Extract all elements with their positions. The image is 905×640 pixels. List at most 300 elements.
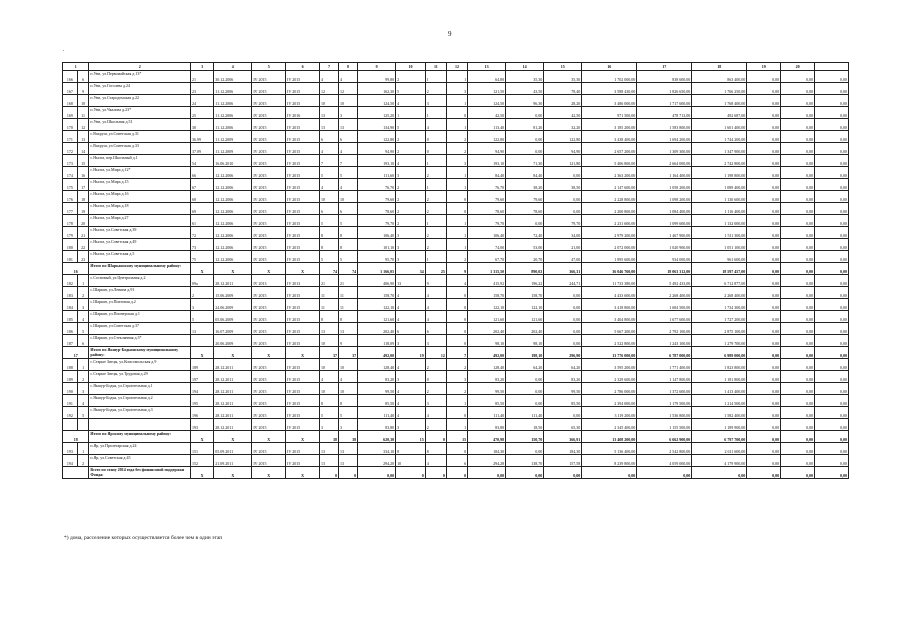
table-cell: 169 <box>63 107 78 119</box>
table-cell: 2 394 000,00 <box>582 395 637 407</box>
table-cell: IV 2015 <box>252 455 286 467</box>
table-cell: 69 <box>190 203 213 215</box>
subtotal-row <box>63 467 849 479</box>
table-cell: 0,00 <box>814 299 848 311</box>
table-cell: IV 2015 <box>252 419 286 431</box>
table-cell: 5 136 400,00 <box>582 443 637 455</box>
table-cell: 2 231 600,00 <box>582 215 637 227</box>
table-cell: 10 <box>339 383 358 395</box>
subtotal-title: Итого по Шарканскому муниципальному району: <box>89 263 191 275</box>
table-cell: 11 <box>77 107 89 119</box>
table-cell: 12.12.2006 <box>214 167 252 179</box>
table-cell: 18 <box>63 431 89 443</box>
table-cell: 118,09 <box>358 335 396 347</box>
table-cell: 193 <box>63 443 78 455</box>
address-cell: п.Уни, ул.Первомайская д.13* <box>89 71 191 83</box>
table-cell: 2 <box>425 383 446 395</box>
table-cell: 25 <box>425 263 446 275</box>
table-cell: IV 2015 <box>286 83 320 95</box>
table-cell: 0,00 <box>781 395 815 407</box>
table-cell: 8 <box>339 239 358 251</box>
column-number-header: 9 <box>358 63 396 71</box>
table-cell: 47,00 <box>544 251 582 263</box>
table-cell: 74 <box>320 263 339 275</box>
table-row <box>63 191 849 203</box>
table-cell: 3 <box>77 383 89 395</box>
table-cell: IV 2015 <box>286 143 320 155</box>
table-cell: 1 130 600,00 <box>692 191 747 203</box>
table-cell: X <box>190 467 213 479</box>
table-cell: 43,50 <box>506 83 544 95</box>
table-cell: 6 662 900,00 <box>637 431 692 443</box>
table-cell: 10 <box>339 359 358 371</box>
table-cell: 6 <box>446 455 467 467</box>
table-cell: 64,20 <box>544 359 582 371</box>
table-cell: 186 <box>63 323 78 335</box>
table-cell: 5 <box>77 407 89 419</box>
table-cell: 180 <box>63 239 78 251</box>
table-cell: 2 <box>77 287 89 299</box>
table-cell: 8 <box>396 443 426 455</box>
table-cell: 2 <box>425 83 446 95</box>
table-cell: IV 2015 <box>252 371 286 383</box>
table-cell: 13 <box>339 323 358 335</box>
table-cell: 8 <box>339 227 358 239</box>
table-cell: 0,00 <box>781 155 815 167</box>
table-cell: 12.12.2006 <box>214 179 252 191</box>
table-cell: 84,40 <box>506 167 544 179</box>
table-cell: 15 <box>446 431 467 443</box>
table-cell: 19 <box>77 203 89 215</box>
table-cell: 0 <box>425 467 446 479</box>
table-cell: 1 <box>446 239 467 251</box>
table-cell: 5 <box>320 407 339 419</box>
table-cell: 0,00 <box>747 407 781 419</box>
table-cell: 5 <box>320 215 339 227</box>
column-number-header: 10 <box>396 63 426 71</box>
table-cell: 1 <box>396 107 426 119</box>
table-cell: 13 <box>320 323 339 335</box>
table-cell: IV 2015 <box>252 179 286 191</box>
table-cell: X <box>190 431 213 443</box>
table-cell: 24.06.2009 <box>214 299 252 311</box>
table-cell: 10 <box>339 95 358 107</box>
table-cell: 13 <box>320 119 339 131</box>
table-cell: 17 <box>77 179 89 191</box>
table-cell: 0 <box>425 131 446 143</box>
table-cell: 0,00 <box>747 335 781 347</box>
table-cell: 366,31 <box>544 263 582 275</box>
table-cell: 0,00 <box>747 287 781 299</box>
subtotal-row <box>63 431 849 443</box>
table-row <box>63 227 849 239</box>
subtotal-title: Итого по Ярскому муниципальному району: <box>89 431 191 443</box>
table-cell: 4 <box>446 275 467 287</box>
table-cell: 0,00 <box>814 275 848 287</box>
table-cell: 6 <box>339 131 358 143</box>
table-cell: 1 413 400,00 <box>692 383 747 395</box>
table-cell: IV 2015 <box>252 395 286 407</box>
table-cell: 179 <box>63 227 78 239</box>
table-cell: 2 268 400,00 <box>637 287 692 299</box>
table-cell: 18 <box>77 191 89 203</box>
table-cell: 185 <box>63 311 78 323</box>
table-row <box>63 359 849 371</box>
table-cell: 182 <box>63 275 78 287</box>
table-cell: IV 2015 <box>286 299 320 311</box>
table-cell: 2 <box>446 383 467 395</box>
table-cell: 76,70 <box>468 179 506 191</box>
table-cell: 1 <box>446 395 467 407</box>
column-number-header: 18 <box>692 63 747 71</box>
table-cell: 125,20 <box>358 107 396 119</box>
table-cell: 5 <box>339 167 358 179</box>
table-cell: 0,00 <box>506 371 544 383</box>
table-cell: 0,00 <box>747 323 781 335</box>
table-cell: 11 <box>320 287 339 299</box>
address-cell: с.Шаркан, ул.Пихтовая д.2 <box>89 299 191 311</box>
table-cell: 16 <box>77 167 89 179</box>
table-cell: 4 179 900,00 <box>692 455 747 467</box>
column-number-header: 6 <box>286 63 320 71</box>
table-cell: 83,20 <box>544 371 582 383</box>
page-mark: . <box>63 47 65 53</box>
table-cell: 2 657 200,00 <box>582 143 637 155</box>
table-cell: 183 <box>63 287 78 299</box>
table-cell: 34 <box>396 263 426 275</box>
table-cell: 12.12.2006 <box>214 203 252 215</box>
table-cell: 78,60 <box>358 203 396 215</box>
table-cell: 0,00 <box>637 467 692 479</box>
table-cell: 28.12.2011 <box>214 383 252 395</box>
table-cell: 0 <box>339 467 358 479</box>
table-cell: 0,00 <box>814 227 848 239</box>
table-cell: 0,00 <box>506 395 544 407</box>
table-cell: 34,00 <box>544 227 582 239</box>
table-cell: 1 315,50 <box>468 263 506 275</box>
table-cell: 0,00 <box>747 203 781 215</box>
table-cell: 194 <box>190 383 213 395</box>
table-cell: 81,20 <box>506 119 544 131</box>
table-cell: 294,28 <box>468 455 506 467</box>
table-cell: 1 058 200,00 <box>637 179 692 191</box>
table-cell: 2 522 800,00 <box>582 335 637 347</box>
table-cell: 0 <box>446 467 467 479</box>
table-cell: 121,60 <box>468 311 506 323</box>
table-cell: 4 <box>77 311 89 323</box>
table-cell: 122,10 <box>358 299 396 311</box>
table-cell: 20 <box>77 215 89 227</box>
table-cell: 6 <box>396 323 426 335</box>
table-cell: 1 243 100,00 <box>637 335 692 347</box>
table-cell: 38 <box>339 431 358 443</box>
table-cell: IV 2013 <box>286 275 320 287</box>
table-cell: 0 <box>446 311 467 323</box>
table-cell: 3 119 200,00 <box>582 407 637 419</box>
table-cell: 0,00 <box>781 191 815 203</box>
table-cell: 15 <box>396 431 426 443</box>
table-cell: IV 2015 <box>286 359 320 371</box>
column-number-header: 5 <box>252 63 286 71</box>
table-cell: 0,00 <box>747 371 781 383</box>
table-cell: 176 <box>63 191 78 203</box>
table-cell: 1 <box>77 359 89 371</box>
table-cell: IV 2015 <box>286 455 320 467</box>
table-cell: 171 <box>63 131 78 143</box>
table-cell: 4 <box>339 179 358 191</box>
table-cell: 106,40 <box>468 227 506 239</box>
table-cell: 150,70 <box>506 431 544 443</box>
table-cell: 0,00 <box>781 323 815 335</box>
table-cell: IV 2015 <box>286 383 320 395</box>
table-cell: IV 2015 <box>252 287 286 299</box>
table-cell: 167 <box>63 83 78 95</box>
table-cell: 111,40 <box>506 407 544 419</box>
table-cell: 21,00 <box>544 239 582 251</box>
table-cell: 4 <box>396 359 426 371</box>
table-row <box>63 239 849 251</box>
table-cell: 2 363 200,00 <box>582 167 637 179</box>
table-cell: 9 <box>77 83 89 95</box>
table-cell: 28.12.2011 <box>214 419 252 431</box>
table-cell: 17 <box>63 347 89 359</box>
table-cell: 09а <box>190 275 213 287</box>
table-cell: 35,30 <box>544 71 582 83</box>
table-cell: 2 <box>396 71 426 83</box>
table-cell: 0,00 <box>814 371 848 383</box>
table-cell: 1 147 800,00 <box>637 371 692 383</box>
table-cell: 184,30 <box>468 443 506 455</box>
table-cell: 0 <box>425 431 446 443</box>
table-cell: 15 <box>77 155 89 167</box>
table-cell: 0 <box>446 335 467 347</box>
table-cell: 244,71 <box>544 275 582 287</box>
table-cell: 187 <box>63 335 78 347</box>
table-cell: 0,00 <box>781 119 815 131</box>
table-cell: 0,00 <box>814 323 848 335</box>
table-cell: 1 179 500,00 <box>637 395 692 407</box>
table-cell: 10 <box>339 191 358 203</box>
table-cell: 0,00 <box>781 383 815 395</box>
table-cell: 5 406 800,00 <box>582 155 637 167</box>
address-cell: с.Шаркан, ул.Ленина д.91 <box>89 287 191 299</box>
table-cell: 934 000,00 <box>637 251 692 263</box>
table-cell: 184 <box>63 299 78 311</box>
table-cell: 5 <box>339 251 358 263</box>
table-cell: 65,30 <box>544 419 582 431</box>
table-cell: 3 185 200,00 <box>582 119 637 131</box>
table-cell: 3 <box>396 239 426 251</box>
table-row <box>63 203 849 215</box>
address-cell <box>89 419 191 431</box>
table-cell: 1 717 600,00 <box>637 95 692 107</box>
table-cell: 5 <box>339 215 358 227</box>
table-cell: 83,80 <box>358 419 396 431</box>
table-cell: 12.12.2006 <box>214 239 252 251</box>
table-cell: 0,00 <box>814 419 848 431</box>
table-cell: 2 <box>446 359 467 371</box>
table-cell: 2 228 800,00 <box>582 191 637 203</box>
table-cell: 0,00 <box>747 239 781 251</box>
table-cell: 12 <box>339 83 358 95</box>
table-cell: 0 <box>446 323 467 335</box>
table-cell: 0,00 <box>747 359 781 371</box>
table-cell: 1 372 600,00 <box>637 383 692 395</box>
table-cell: 10 <box>320 383 339 395</box>
table-cell: 79,70 <box>358 215 396 227</box>
table-cell: IV 2015 <box>286 155 320 167</box>
table-cell: 2 268 400,00 <box>692 287 747 299</box>
table-cell: 2 <box>446 251 467 263</box>
table-cell: 1 <box>446 419 467 431</box>
table-cell: 12 <box>77 119 89 131</box>
table-cell: 0,00 <box>814 203 848 215</box>
table-cell: 0,00 <box>814 407 848 419</box>
table-cell: 1 727 200,00 <box>692 311 747 323</box>
table-cell: 1 766 250,00 <box>692 83 747 95</box>
table-cell: 20,70 <box>506 251 544 263</box>
table-cell: 4 <box>425 407 446 419</box>
table-cell: 1 279 700,00 <box>692 335 747 347</box>
table-cell: 0,00 <box>814 71 848 83</box>
table-cell: IV 2015 <box>286 119 320 131</box>
table-cell: 21 <box>77 227 89 239</box>
table-cell: IV 2015 <box>252 95 286 107</box>
table-row <box>63 131 849 143</box>
table-cell: 1 583 800,00 <box>637 119 692 131</box>
table-cell: 83,80 <box>468 419 506 431</box>
table-cell: 124,50 <box>358 95 396 107</box>
address-cell: п.Уни, ул.Стародомская д.22 <box>89 95 191 107</box>
table-cell: X <box>214 467 252 479</box>
table-cell: 193,10 <box>468 155 506 167</box>
table-cell: 1 <box>77 275 89 287</box>
table-cell: 30 <box>190 119 213 131</box>
table-cell: 68 <box>190 191 213 203</box>
table-cell: 85,50 <box>468 395 506 407</box>
table-cell: 2 875 100,00 <box>692 323 747 335</box>
table-cell: 0,00 <box>781 467 815 479</box>
table-cell: 294,20 <box>358 455 396 467</box>
table-cell: 190 <box>63 383 78 395</box>
table-cell: 0,00 <box>781 71 815 83</box>
table-cell: 4 <box>320 371 339 383</box>
table-cell: 98,10 <box>506 335 544 347</box>
table-cell: 0,00 <box>692 467 747 479</box>
table-cell: 1 166,05 <box>358 263 396 275</box>
table-cell: 99,80 <box>358 71 396 83</box>
table-cell: 30.12.2006 <box>214 71 252 83</box>
column-number-header: 19 <box>747 63 781 71</box>
table-cell: 9 <box>446 263 467 275</box>
table-cell: 0,00 <box>747 71 781 83</box>
table-cell: 37 <box>339 347 358 359</box>
table-cell: 0,00 <box>747 167 781 179</box>
address-cell: с.Нылга, ул.Мира д.16 <box>89 191 191 203</box>
table-cell: 0,00 <box>814 347 848 359</box>
column-number-header: 13 <box>468 63 506 71</box>
table-cell: 0,00 <box>781 143 815 155</box>
table-cell: 13 <box>339 119 358 131</box>
table-cell: 13 <box>339 455 358 467</box>
table-cell: 61 <box>190 215 213 227</box>
table-cell: 1 098 200,00 <box>637 191 692 203</box>
table-cell: 28.12.2011 <box>214 275 252 287</box>
table-cell: 13 <box>77 131 89 143</box>
table-cell: 94,90 <box>544 143 582 155</box>
table-cell: 38,20 <box>506 179 544 191</box>
table-row <box>63 215 849 227</box>
table-cell: 122,10 <box>506 299 544 311</box>
table-cell: 28.12.2011 <box>214 371 252 383</box>
table-cell: 0,00 <box>814 167 848 179</box>
table-cell: 2 742 800,00 <box>692 155 747 167</box>
table-cell: 0,00 <box>747 431 781 443</box>
table-cell: 05.06.2009 <box>214 311 252 323</box>
table-cell: 9 <box>425 275 446 287</box>
table-cell: IV 2015 <box>286 419 320 431</box>
table-cell: IV 2015 <box>252 311 286 323</box>
table-cell: 0,00 <box>747 131 781 143</box>
table-cell: IV 2016 <box>286 107 320 119</box>
table-cell: 0,00 <box>747 467 781 479</box>
table-cell: 0,00 <box>747 83 781 95</box>
table-cell: 3 <box>396 335 426 347</box>
table-cell: 6 712 877,00 <box>692 275 747 287</box>
table-cell: IV 2015 <box>286 239 320 251</box>
table-cell: IV 2015 <box>252 107 286 119</box>
table-cell: 0,00 <box>814 179 848 191</box>
table-cell: 8 <box>425 443 446 455</box>
table-cell: 4 <box>320 71 339 83</box>
table-cell: 0,00 <box>544 203 582 215</box>
table-cell: 28.12.2011 <box>214 395 252 407</box>
table-cell: IV 2015 <box>286 323 320 335</box>
table-cell: X <box>214 347 252 359</box>
table-cell: 0,00 <box>814 83 848 95</box>
table-cell: IV 2015 <box>286 443 320 455</box>
table-cell: 415,92 <box>468 275 506 287</box>
table-cell: 13 <box>320 455 339 467</box>
table-cell: 21 <box>320 275 339 287</box>
table-cell: 37.09 <box>190 143 213 155</box>
table-cell: 0,00 <box>358 467 396 479</box>
table-cell: 3 <box>446 371 467 383</box>
table-cell: 0,00 <box>747 143 781 155</box>
table-cell: 3 <box>396 371 426 383</box>
table-cell: 151 <box>190 443 213 455</box>
table-cell: 3 438 400,00 <box>582 131 637 143</box>
table-cell: 4 <box>339 371 358 383</box>
table-cell: 36.99 <box>190 131 213 143</box>
table-cell: 0,00 <box>506 143 544 155</box>
table-cell: 6 797 700,00 <box>692 431 747 443</box>
table-cell: 2 611 600,00 <box>692 443 747 455</box>
table-cell: 296,90 <box>544 347 582 359</box>
table-cell: IV 2015 <box>286 71 320 83</box>
table-cell: 121,80 <box>544 155 582 167</box>
table-cell: 12.12.2006 <box>214 227 252 239</box>
table-cell: 863 400,00 <box>692 71 747 83</box>
table-cell: 0,00 <box>781 227 815 239</box>
table-cell: 5 <box>77 323 89 335</box>
table-cell: 0,00 <box>747 395 781 407</box>
table-cell: 3 588 430,00 <box>582 83 637 95</box>
table-cell: 1 <box>425 251 446 263</box>
table-cell: 2 <box>425 191 446 203</box>
table-cell: 0,00 <box>781 335 815 347</box>
table-cell: 470,98 <box>468 431 506 443</box>
